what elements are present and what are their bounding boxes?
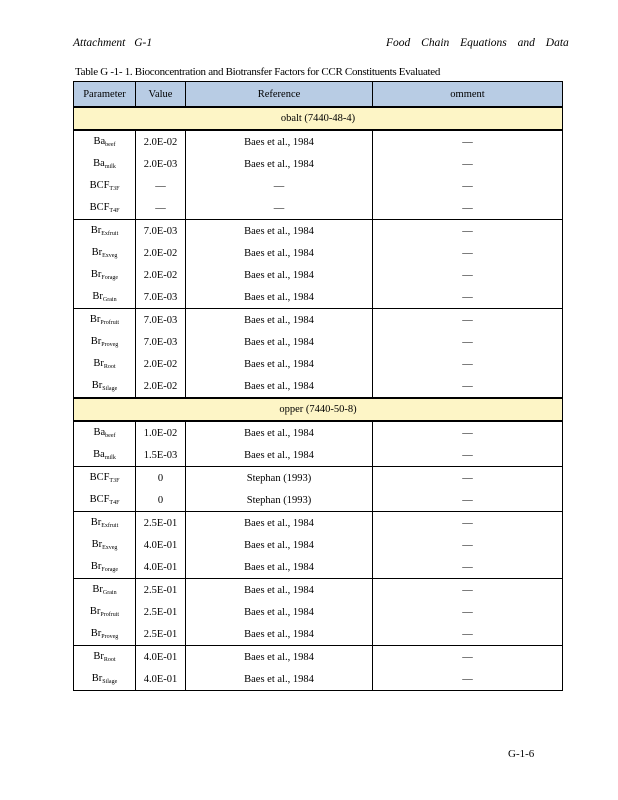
parameter-cell — [74, 512, 136, 535]
value-cell: 7.0E-03 — [136, 220, 186, 243]
parameter-symbol: Br — [90, 561, 102, 572]
reference-cell: Baes et al., 1984 — [186, 646, 373, 669]
reference-cell: Baes et al., 1984 — [186, 353, 373, 375]
comment-cell: — — [373, 579, 563, 602]
parameter-cell — [74, 153, 136, 175]
table-row — [74, 489, 563, 512]
value-cell: 2.0E-02 — [136, 353, 186, 375]
value-cell: 2.5E-01 — [136, 579, 186, 602]
parameter-subscript: Profruit — [100, 612, 120, 618]
parameter-symbol: Br — [90, 225, 102, 236]
comment-cell: — — [373, 421, 563, 444]
parameter-subscript: Forage — [101, 567, 119, 573]
table-row — [74, 601, 563, 623]
table-row — [74, 646, 563, 669]
comment-cell: — — [373, 197, 563, 220]
value-cell: 2.5E-01 — [136, 623, 186, 646]
reference-cell: Baes et al., 1984 — [186, 130, 373, 153]
table-row — [74, 264, 563, 286]
column-header-reference: Reference — [186, 82, 373, 108]
parameter-symbol: Ba — [93, 158, 105, 169]
column-header-value: Value — [136, 82, 186, 108]
comment-cell: — — [373, 556, 563, 579]
parameter-cell — [74, 534, 136, 556]
parameter-subscript: T4F — [109, 208, 120, 214]
parameter-cell — [74, 197, 136, 220]
reference-cell: Baes et al., 1984 — [186, 556, 373, 579]
parameter-subscript: T4F — [109, 500, 120, 506]
comment-cell: — — [373, 375, 563, 398]
parameter-subscript: Proveg — [101, 342, 119, 348]
reference-cell: Baes et al., 1984 — [186, 512, 373, 535]
page-number: G-1-6 — [508, 748, 535, 760]
reference-cell: Baes et al., 1984 — [186, 153, 373, 175]
parameter-cell — [74, 467, 136, 490]
header-attachment-label: Attachment G-1 — [73, 37, 153, 49]
reference-cell: Baes et al., 1984 — [186, 375, 373, 398]
comment-cell: — — [373, 175, 563, 197]
table-row — [74, 421, 563, 444]
comment-cell: — — [373, 444, 563, 467]
table-header-row — [74, 82, 563, 108]
value-cell: 0 — [136, 467, 186, 490]
value-cell: 1.5E-03 — [136, 444, 186, 467]
parameter-subscript: milk — [104, 164, 116, 170]
parameter-symbol: Br — [92, 291, 103, 302]
parameter-cell — [74, 375, 136, 398]
parameter-symbol: Br — [89, 314, 101, 325]
factors-table — [73, 81, 563, 691]
parameter-symbol: Br — [90, 336, 102, 347]
parameter-symbol: BCF — [89, 202, 110, 213]
value-cell: 4.0E-01 — [136, 668, 186, 691]
value-cell: 0 — [136, 489, 186, 512]
table-row — [74, 579, 563, 602]
parameter-symbol: Br — [91, 673, 103, 684]
reference-cell: Stephan (1993) — [186, 489, 373, 512]
value-cell: 4.0E-01 — [136, 646, 186, 669]
parameter-symbol: Br — [90, 517, 102, 528]
parameter-symbol: Br — [91, 539, 103, 550]
table-row — [74, 242, 563, 264]
reference-cell: Baes et al., 1984 — [186, 623, 373, 646]
comment-cell: — — [373, 623, 563, 646]
parameter-symbol: BCF — [89, 472, 110, 483]
parameter-subscript: Exfruit — [101, 523, 119, 529]
table-row — [74, 668, 563, 691]
parameter-symbol: Br — [93, 358, 104, 369]
value-cell: — — [136, 197, 186, 220]
parameter-symbol: Ba — [93, 427, 106, 438]
comment-cell: — — [373, 286, 563, 309]
parameter-cell — [74, 556, 136, 579]
parameter-cell — [74, 421, 136, 444]
table-row — [74, 556, 563, 579]
parameter-cell — [74, 444, 136, 467]
parameter-subscript: Grain — [102, 590, 117, 596]
value-cell: 2.0E-02 — [136, 130, 186, 153]
value-cell: 2.5E-01 — [136, 601, 186, 623]
parameter-cell — [74, 264, 136, 286]
value-cell: 1.0E-02 — [136, 421, 186, 444]
parameter-cell — [74, 331, 136, 353]
parameter-cell — [74, 489, 136, 512]
reference-cell: — — [186, 197, 373, 220]
reference-cell: Baes et al., 1984 — [186, 242, 373, 264]
value-cell: 2.0E-02 — [136, 264, 186, 286]
reference-cell: Baes et al., 1984 — [186, 668, 373, 691]
reference-cell: Baes et al., 1984 — [186, 331, 373, 353]
table-row — [74, 286, 563, 309]
header-document-title: Food Chain Equations and Data — [386, 37, 569, 49]
comment-cell: — — [373, 309, 563, 332]
reference-cell: Baes et al., 1984 — [186, 601, 373, 623]
comment-cell: — — [373, 534, 563, 556]
parameter-cell — [74, 309, 136, 332]
reference-cell: Baes et al., 1984 — [186, 579, 373, 602]
reference-cell: Baes et al., 1984 — [186, 421, 373, 444]
value-cell: 2.0E-02 — [136, 242, 186, 264]
parameter-subscript: Root — [103, 364, 116, 370]
parameter-cell — [74, 175, 136, 197]
reference-cell: Baes et al., 1984 — [186, 286, 373, 309]
comment-cell: — — [373, 646, 563, 669]
reference-cell: Baes et al., 1984 — [186, 264, 373, 286]
parameter-cell — [74, 668, 136, 691]
reference-cell: Stephan (1993) — [186, 467, 373, 490]
table-row — [74, 444, 563, 467]
parameter-cell — [74, 286, 136, 309]
parameter-subscript: Exfruit — [101, 231, 119, 237]
parameter-subscript: Profruit — [100, 320, 120, 326]
parameter-subscript: beef — [105, 142, 116, 148]
section-row — [74, 398, 563, 421]
value-cell: — — [136, 175, 186, 197]
table-row — [74, 309, 563, 332]
parameter-symbol: Br — [89, 606, 101, 617]
reference-cell: Baes et al., 1984 — [186, 444, 373, 467]
comment-cell: — — [373, 130, 563, 153]
parameter-subscript: T3F — [109, 186, 120, 192]
parameter-symbol: Br — [91, 247, 103, 258]
value-cell: 2.0E-02 — [136, 375, 186, 398]
table-row — [74, 175, 563, 197]
parameter-subscript: Grain — [102, 297, 117, 303]
table-row — [74, 220, 563, 243]
parameter-symbol: Br — [90, 269, 102, 280]
parameter-subscript: Exveg — [102, 253, 118, 259]
table-caption: Table G -1- 1. Bioconcentration and Biotransfer Factors for CCR Constituents Evaluated — [75, 66, 441, 78]
parameter-cell — [74, 353, 136, 375]
table-row — [74, 467, 563, 490]
table-row — [74, 331, 563, 353]
comment-cell: — — [373, 601, 563, 623]
parameter-symbol: Ba — [93, 449, 105, 460]
parameter-subscript: Forage — [101, 275, 119, 281]
value-cell: 4.0E-01 — [136, 534, 186, 556]
comment-cell: — — [373, 220, 563, 243]
table-body — [74, 107, 563, 691]
value-cell: 2.5E-01 — [136, 512, 186, 535]
table-row — [74, 512, 563, 535]
section-title: obalt (7440-48-4) — [74, 107, 563, 130]
comment-cell: — — [373, 512, 563, 535]
reference-cell: — — [186, 175, 373, 197]
comment-cell: — — [373, 353, 563, 375]
parameter-subscript: Proveg — [101, 634, 119, 640]
value-cell: 7.0E-03 — [136, 309, 186, 332]
parameter-symbol: Br — [91, 380, 103, 391]
parameter-symbol: Br — [92, 584, 103, 595]
table-row — [74, 197, 563, 220]
comment-cell: — — [373, 264, 563, 286]
comment-cell: — — [373, 242, 563, 264]
column-header-parameter: Parameter — [74, 82, 136, 108]
parameter-cell — [74, 242, 136, 264]
comment-cell: — — [373, 331, 563, 353]
table-row — [74, 375, 563, 398]
parameter-cell — [74, 220, 136, 243]
parameter-cell — [74, 623, 136, 646]
column-header-comment: omment — [373, 82, 563, 108]
parameter-symbol: BCF — [89, 494, 110, 505]
comment-cell: — — [373, 467, 563, 490]
parameter-subscript: beef — [105, 433, 116, 439]
table-row — [74, 534, 563, 556]
parameter-subscript: Silage — [102, 386, 118, 392]
table-row — [74, 623, 563, 646]
parameter-cell — [74, 130, 136, 153]
section-row — [74, 107, 563, 130]
parameter-cell — [74, 601, 136, 623]
parameter-subscript: Root — [103, 657, 116, 663]
table-row — [74, 153, 563, 175]
reference-cell: Baes et al., 1984 — [186, 309, 373, 332]
section-title: opper (7440-50-8) — [74, 398, 563, 421]
parameter-cell — [74, 579, 136, 602]
table-row — [74, 353, 563, 375]
parameter-symbol: Br — [93, 651, 104, 662]
value-cell: 4.0E-01 — [136, 556, 186, 579]
comment-cell: — — [373, 153, 563, 175]
comment-cell: — — [373, 668, 563, 691]
table-row — [74, 130, 563, 153]
parameter-subscript: milk — [104, 455, 116, 461]
value-cell: 7.0E-03 — [136, 286, 186, 309]
parameter-subscript: T3F — [109, 478, 120, 484]
parameter-cell — [74, 646, 136, 669]
reference-cell: Baes et al., 1984 — [186, 534, 373, 556]
parameter-subscript: Exveg — [102, 545, 118, 551]
parameter-symbol: Br — [90, 628, 102, 639]
comment-cell: — — [373, 489, 563, 512]
reference-cell: Baes et al., 1984 — [186, 220, 373, 243]
parameter-symbol: BCF — [89, 180, 110, 191]
parameter-symbol: Ba — [93, 136, 106, 147]
value-cell: 2.0E-03 — [136, 153, 186, 175]
value-cell: 7.0E-03 — [136, 331, 186, 353]
parameter-subscript: Silage — [102, 679, 118, 685]
